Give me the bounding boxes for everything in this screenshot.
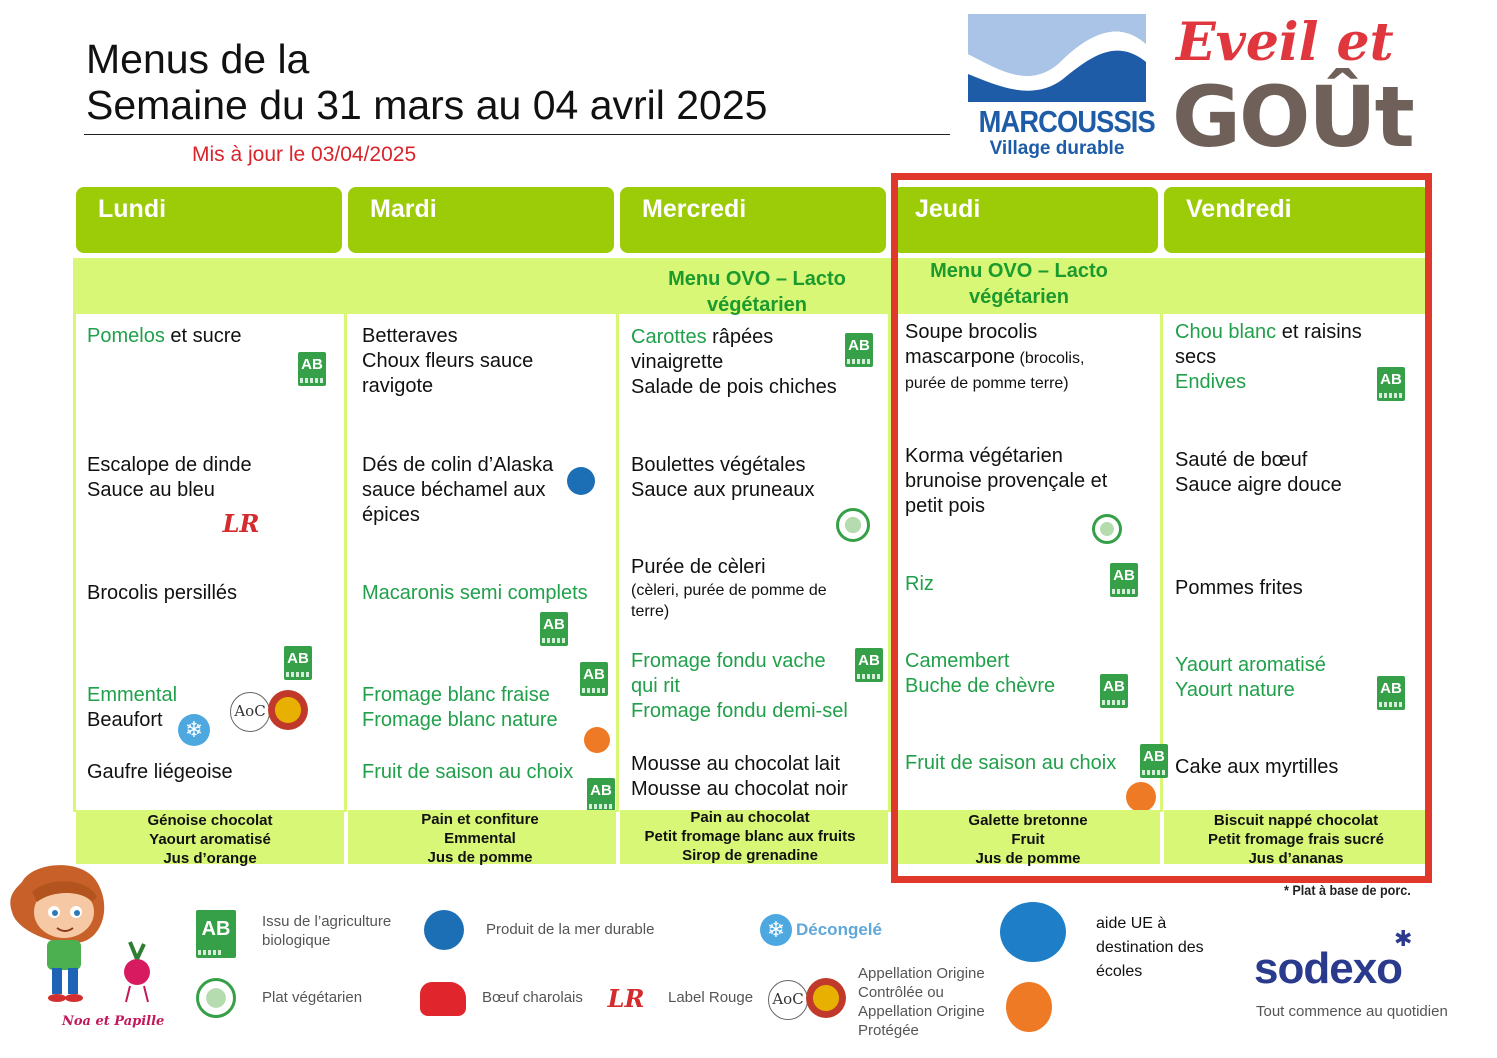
mardi-entree-1: Betteraves [362,325,458,347]
mardi-accompagnement: Macaronis semi complets [362,582,588,604]
legend-label-rouge: Label Rouge [668,989,754,1006]
jeudi-entree-2: mascarpone [905,346,1016,368]
lundi-entree [87,324,242,349]
gouter-item: Pain et confiture [421,811,539,828]
highlight-frame [891,173,1432,883]
legend-aoc: Appellation Origine Contrôlée ou Appellation Origine Protégée [858,965,985,1039]
vendredi-entree-name: Chou blanc [1175,321,1277,343]
mercredi-fromage-1: Fromage fondu vache [631,650,826,672]
lundi-dessert: Gaufre liégeoise [87,761,233,783]
mercredi-fromage-3: Fromage fondu demi-sel [631,700,848,722]
mercredi-fromage [631,649,848,724]
aop-icon [806,978,846,1018]
lundi-entree-rest: et sucre [164,325,242,347]
mercredi-entree-name: Carottes [631,326,707,348]
lundi-fromage-1: Emmental [87,684,178,706]
title-line-2: Semaine du 31 mars au 04 avril 2025 [86,82,768,128]
legend-bio: Issu de l’agriculture biologique [262,913,392,949]
day-header-jeudi: Jeudi [893,187,1158,253]
eveil-et-gout-logo [1172,12,1432,166]
mercredi-entree [631,325,837,400]
jeudi-fromage-1: Camembert [905,650,1010,672]
mercredi-entree-3: Salade de pois chiches [631,376,837,398]
lundi-plat-1: Escalope de dinde [87,454,252,476]
jeudi-plat-1: Korma végétarien [905,445,1063,467]
day-header-lundi: Lundi [76,187,342,253]
mercredi-accomp-3: terre) [631,603,670,620]
bio-icon: AB [298,352,326,386]
bio-icon: AB [855,648,883,682]
mercredi-plat-2: Sauce aux pruneaux [631,479,815,501]
legend-mer: Produit de la mer durable [486,921,655,938]
bio-icon: AB [540,612,568,646]
gouter-item: Jus de pomme [427,849,533,866]
column-divider [344,258,347,812]
vendredi-plat-2: Sauce aigre douce [1175,474,1342,496]
sodexo-star-icon: ✱ [1394,926,1413,951]
bio-icon: AB [1110,563,1138,597]
gouter-item: Yaourt aromatisé [149,831,271,848]
gouter-item: Biscuit nappé chocolat [1213,812,1379,829]
vendredi-entree-3: Endives [1175,371,1247,393]
gouter-lundi [76,811,344,868]
lait-ecole-icon [1000,902,1066,962]
mardi-fromage-1: Fromage blanc fraise [362,684,550,706]
bio-icon: AB [587,778,615,812]
mercredi-plat [631,453,814,503]
day-header-vendredi: Vendredi [1164,187,1430,253]
lundi-accompagnement: Brocolis persillés [87,582,238,604]
jeudi-plat-2: brunoise provençale et [905,470,1108,492]
gouter-item: Génoise chocolat [147,812,273,829]
marcoussis-logo [968,14,1155,160]
vegetarian-icon [836,508,870,542]
aop-icon [268,690,308,730]
eveil-logo-top: Eveil et [1176,12,1394,73]
bio-icon: AB [1140,744,1168,778]
vegetarian-icon [196,978,236,1018]
lundi-plat [87,453,252,503]
jeudi-entree-1: Soupe brocolis [905,321,1038,343]
day-header-mercredi: Mercredi [620,187,886,253]
mardi-entree-2: Choux fleurs sauce [362,350,534,372]
legend-decongele: Décongelé [796,920,882,939]
eveil-logo-bottom: GOÛt [1172,68,1413,166]
column-divider [73,258,76,812]
vendredi-plat-1: Sauté de bœuf [1175,449,1308,471]
mardi-plat-2: sauce béchamel aux [362,479,546,501]
bio-icon: AB [196,910,236,958]
gouter-item: Galette bretonne [968,812,1088,829]
gouter-item: Petit fromage blanc aux fruits [644,828,856,845]
label-rouge-icon: LR [222,509,260,538]
bio-icon: AB [284,646,312,680]
jeudi-plat-3: petit pois [905,495,986,517]
sea-fish-icon [424,910,464,950]
aoc-icon: AoC [768,980,808,1020]
jeudi-entree-3: purée de pomme terre) [905,375,1069,392]
cow-icon [420,982,466,1016]
mercredi-dessert-1: Mousse au chocolat lait [631,753,841,775]
title-line-1: Menus de la [86,36,310,82]
vendredi-dessert: Cake aux myrtilles [1175,756,1339,778]
gouter-item: Jus d’ananas [1248,850,1344,867]
jeudi-accompagnement: Riz [905,573,934,595]
decongele-icon: ❄ [178,714,210,746]
vendredi-accompagnement: Pommes frites [1175,577,1303,599]
marcoussis-name: MARCOUSSIS [978,104,1155,139]
legend-charolais: Bœuf charolais [482,989,583,1006]
sodexo-logo: sodexo [1254,944,1403,993]
mercredi-plat-1: Boulettes végétales [631,454,806,476]
jeudi-dessert: Fruit de saison au choix [905,752,1117,774]
mardi-entree [362,324,533,399]
vendredi-entree-2: secs [1175,346,1217,368]
lundi-entree-name: Pomelos [87,325,165,347]
mardi-plat-3: épices [362,504,420,526]
mardi-entree-3: ravigote [362,375,434,397]
gouter-item: Petit fromage frais sucré [1208,831,1384,848]
gouter-item: Fruit [1011,831,1045,848]
bio-icon: AB [1377,676,1405,710]
gouter-item: Jus d’orange [163,850,257,867]
marcoussis-subtitle: Village durable [989,138,1125,159]
gouter-mardi [346,810,614,867]
lundi-plat-2: Sauce au bleu [87,479,215,501]
lundi-fromage [87,683,177,733]
mascot-label: Noa et Papille [62,1014,165,1029]
column-divider [616,258,619,812]
mercredi-entree-2: vinaigrette [631,351,724,373]
sea-fish-icon [567,467,595,495]
mascot-noa-papille-illustration [2,862,162,1012]
mercredi-fromage-2: qui rit [631,675,680,697]
mardi-fromage [362,683,558,733]
jeudi-fromage-2: Buche de chèvre [905,675,1056,697]
gouter-item: Sirop de grenadine [682,847,818,864]
mardi-dessert: Fruit de saison au choix [362,761,574,783]
mercredi-dessert [631,752,848,802]
decongele-icon: ❄ [760,914,792,946]
footnote-porc: * Plat à base de porc. [1284,882,1411,898]
mercredi-entree-rest: râpées [706,326,774,348]
legend-aide-ue: aide UE à destination des écoles [1096,915,1204,980]
mercredi-accompagnement [631,555,827,622]
special-menu-mercredi: Menu OVO – Lacto végétarien [668,268,846,316]
bio-icon: AB [1100,674,1128,708]
fruits-ecole-icon [584,727,610,753]
bio-icon: AB [580,662,608,696]
gouter-mercredi [616,808,884,865]
gouter-item: Pain au chocolat [690,809,810,826]
bio-icon: AB [1377,367,1405,401]
mardi-fromage-2: Fromage blanc nature [362,709,558,731]
vendredi-entree-rest: et raisins [1276,321,1362,343]
sodexo-tagline: Tout commence au quotidien [1256,1003,1448,1020]
vendredi-fromage-2: Yaourt nature [1175,679,1295,701]
gouter-item: Emmental [444,830,516,847]
vendredi-fromage-1: Yaourt aromatisé [1175,654,1326,676]
day-header-mardi: Mardi [348,187,614,253]
lundi-fromage-2: Beaufort [87,709,163,731]
marcoussis-wave-icon [968,14,1146,102]
mardi-plat-1: Dés de colin d’Alaska [362,454,554,476]
mercredi-dessert-2: Mousse au chocolat noir [631,778,848,800]
gouter-item: Jus de pomme [975,850,1081,867]
label-rouge-icon: LR [607,984,645,1013]
mardi-plat [362,453,553,528]
bio-icon: AB [845,333,873,367]
update-date: Mis à jour le 03/04/2025 [192,143,417,166]
page-title [86,36,767,128]
mercredi-accomp-1: Purée de cèleri [631,556,766,578]
jeudi-entree-2-detail: (brocolis, [1015,350,1085,367]
aoc-icon: AoC [230,692,270,732]
title-divider [84,134,950,135]
legend-vegetarien: Plat végétarien [262,989,363,1006]
fruits-legumes-ecole-icon [1006,982,1052,1032]
mercredi-accomp-2: (cèleri, purée de pomme de [631,582,827,599]
special-menu-jeudi: Menu OVO – Lacto végétarien [930,260,1108,308]
